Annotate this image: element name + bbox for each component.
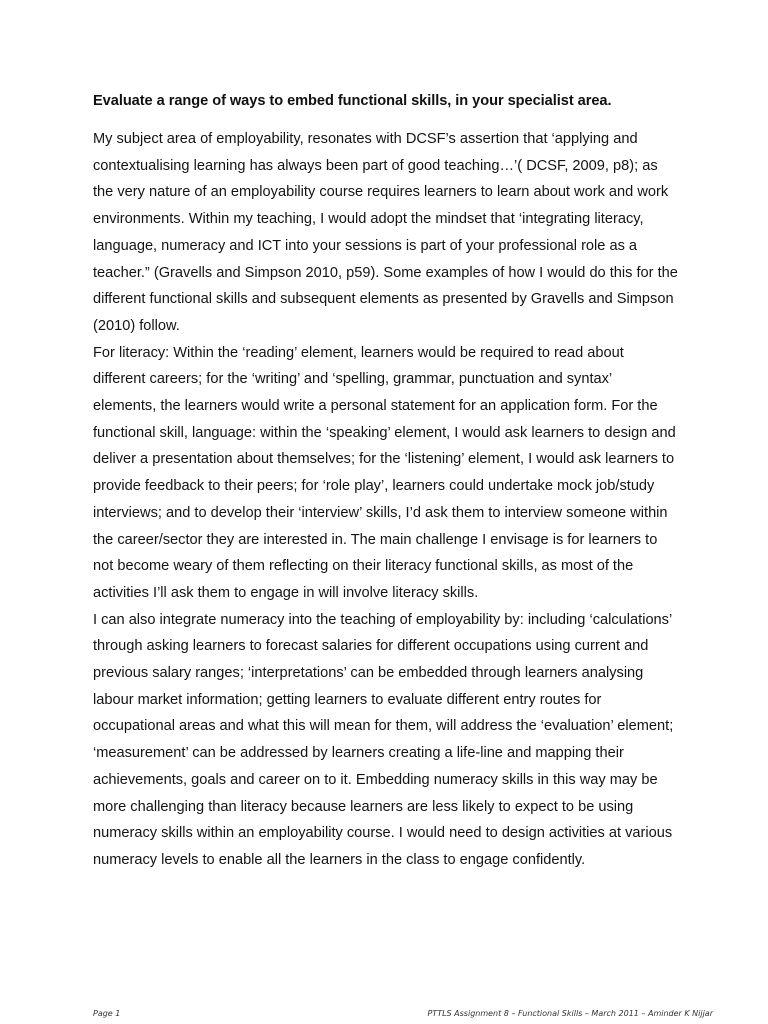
paragraph-intro: My subject area of employability, resonates with DCSF’s assertion that ‘applying and contextualising learning has always been part of good teaching…’( DCSF, 2009, p8); as the very nature of an employability course requires learners to learn about work and work environments. Within my teaching, I would adopt the mindset that ‘integrating literacy, language, numeracy and ICT into your sessions is part of your professional role as a teacher.” (Gravells and Simpson 2010, p59). Some examples of how I would do this for the different functional skills and subsequent elements as presented by Gravells and Simpson (2010) follow. [93, 131, 678, 334]
page-number: Page 1 [93, 1009, 121, 1018]
paragraph-numeracy: I can also integrate numeracy into the teaching of employability by: including ‘calculations’ through asking learners to forecast salaries for different occupations using current and previous salary ranges; ‘interpretations’ can be embedded through learners analysing labour market information; getting learners to evaluate different entry routes for occupational areas and what this will mean for them, will address the ‘evaluation’ element; ‘measurement’ can be addressed by learners creating a life-line and mapping their achievements, goals and career on to it. Embedding numeracy skills in this way may be more challenging than literacy because learners are less likely to expect to be using numeracy skills within an employability course. I would need to design activities at various numeracy levels to enable all the learners in the class to engage confidently. [93, 611, 674, 868]
footer-document-info: PTTLS Assignment 8 – Functional Skills – March 2011 – Aminder K Nijjar [427, 1009, 713, 1018]
page-footer [93, 1009, 713, 1023]
document-heading: Evaluate a range of ways to embed functional skills, in your specialist area. [93, 93, 612, 109]
page-body [93, 91, 678, 874]
paragraph-literacy: For literacy: Within the ‘reading’ element, learners would be required to read about different careers; for the ‘writing’ and ‘spelling, grammar, punctuation and syntax’ elements, the learners would write a personal statement for an application form. For the functional skill, language: within the ‘speaking’ element, I would ask learners to design and deliver a presentation about themselves; for the ‘listening’ element, I would ask learners to provide feedback to their peers; for ‘role play’, learners could undertake mock job/study interviews; and to develop their ‘interview’ skills, I’d ask them to interview someone within the career/sector they are interested in. The main challenge I envisage is for learners to not become weary of them reflecting on their literacy functional skills, as most of the activities I’ll ask them to engage in will involve literacy skills. [93, 344, 676, 601]
